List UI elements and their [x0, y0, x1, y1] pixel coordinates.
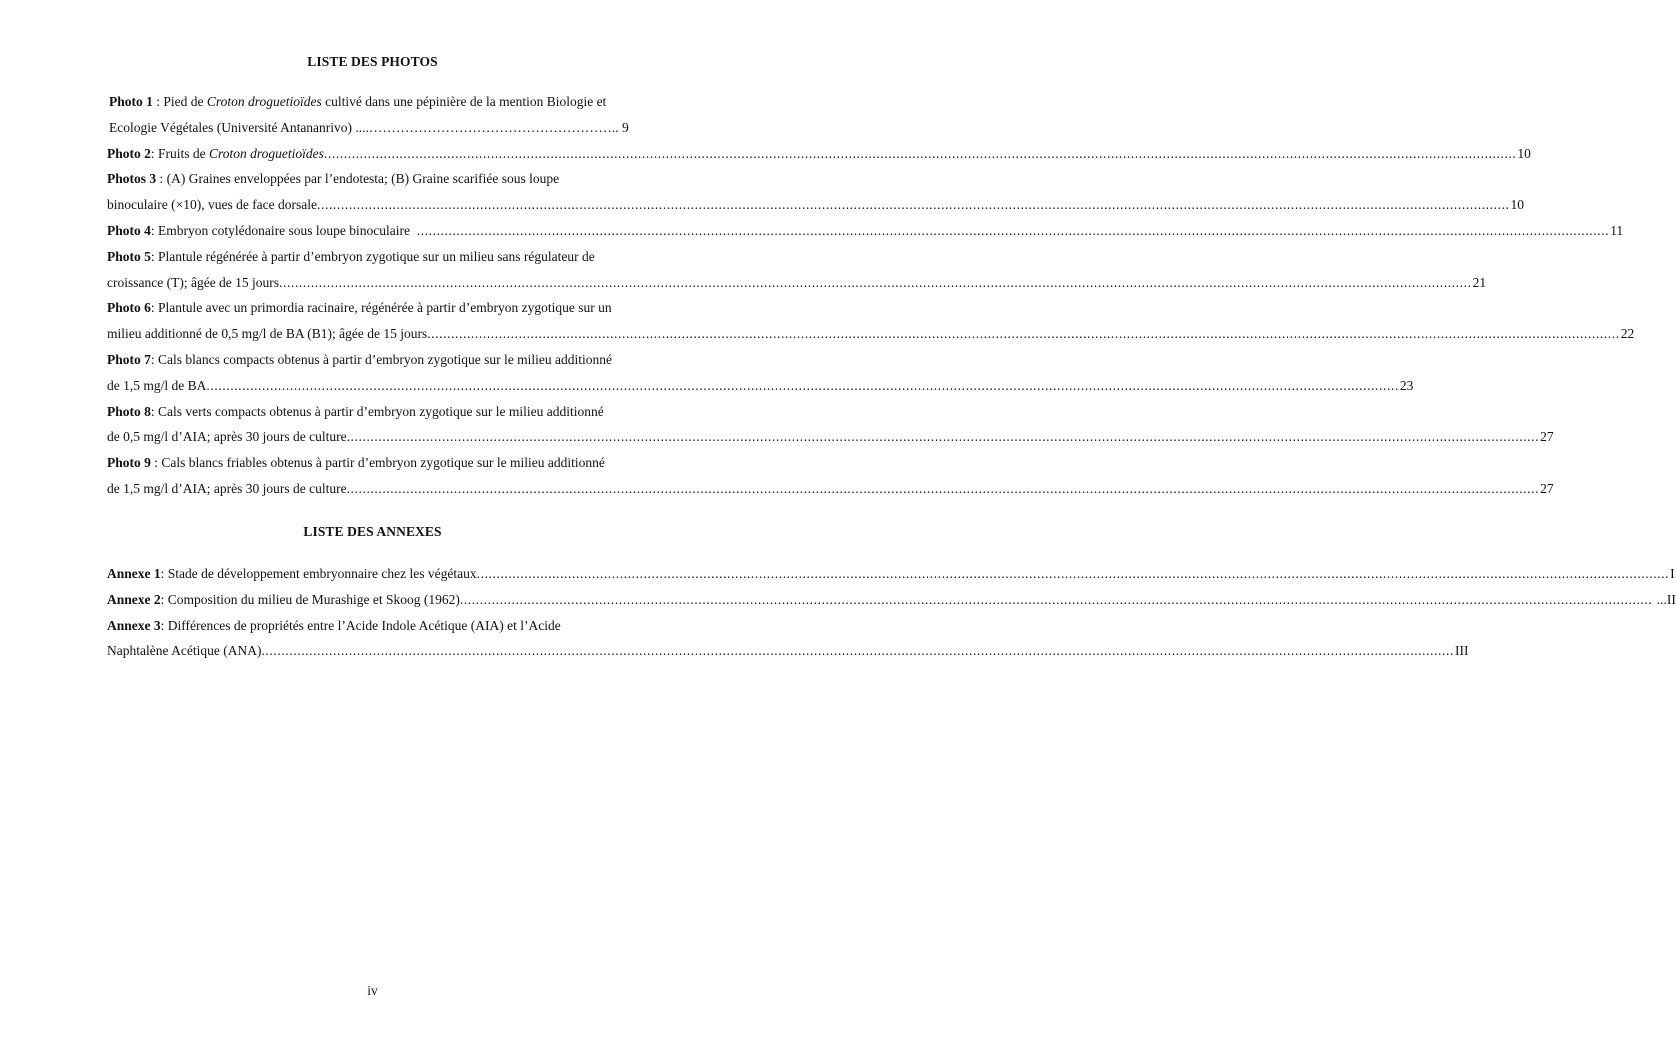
photo-entry-9 — [107, 450, 1554, 502]
entry-text: : Pied de — [152, 94, 207, 109]
entry-label: Photo 2 — [107, 145, 151, 161]
dot-leader: ……………………………………………….. — [368, 119, 619, 135]
photo-entry-1 — [107, 89, 674, 141]
entry-text: binoculaire (×10), vues de face dorsale — [107, 197, 318, 213]
entry-label: Photo 9 — [107, 455, 151, 471]
annexes-list — [107, 561, 1676, 664]
entry-text: : Cals blancs friables obtenus à partir d’embryon zygotique sur le milieu additionné — [150, 455, 605, 471]
entry-text: : Cals verts compacts obtenus à partir d’embryon zygotique sur le milieu additionné — [150, 403, 604, 419]
entry-text: Ecologie Végétales (Université Antananrivo) .... — [109, 119, 369, 135]
entry-text: cultivé dans une pépinière de la mention Biologie et — [321, 94, 607, 109]
entry-text: de 1,5 mg/l de BA — [107, 377, 207, 393]
page-number: III — [1454, 643, 1469, 659]
entry-text: : Différences de propriétés entre l’Acide Indole Acétique (AIA) et l’Acide — [160, 617, 561, 633]
entry-label: Photo 5 — [107, 248, 151, 264]
annex-entry-2 — [107, 587, 1676, 613]
entry-label: Annexe 3 — [107, 617, 161, 633]
page-number: ...II — [1653, 591, 1676, 607]
entry-label: Photo 6 — [107, 300, 151, 316]
entry-text: : Fruits de — [150, 145, 210, 161]
entry-text: de 0,5 mg/l d’AIA; après 30 jours de culture — [107, 429, 347, 445]
entry-text: : Plantule avec un primordia racinaire, régénérée à partir d’embryon zygotique sur un — [150, 300, 612, 316]
page-number: 22 — [1620, 326, 1635, 342]
dot-leader: ............................................................................................................................................................................................................................................................................................................ — [346, 480, 1540, 496]
annex-entry-1 — [107, 561, 1675, 587]
photo-entry-4 — [107, 218, 1624, 244]
entry-text: : Composition du milieu de Murashige et Skoog (1962) — [160, 591, 460, 607]
dot-leader: ............................................................................................................................................................................................................................................................................................................ — [346, 429, 1540, 445]
entry-label: Photo 4 — [107, 222, 151, 238]
photos-heading: LISTE DES PHOTOS — [307, 54, 438, 69]
page-number: 10 — [1510, 197, 1525, 213]
photo-entry-2 — [107, 141, 1531, 167]
entry-label: Photo 8 — [107, 403, 151, 419]
species-name: Croton droguetioïdes — [206, 94, 322, 109]
page-number: 23 — [1399, 377, 1414, 393]
entry-text: : Stade de développement embryonnaire chez les végétaux — [160, 566, 477, 581]
entry-label: Annexe 1 — [107, 566, 161, 581]
entry-label: Annexe 2 — [107, 591, 161, 607]
entry-label: Photos 3 — [107, 171, 157, 187]
page-number: 21 — [1472, 274, 1487, 290]
dot-leader: ............................................................................................................................................................................................................................................................................................................ — [476, 566, 1670, 581]
dot-leader: ............................................................................................................................................................................................................................................................................................................ — [416, 222, 1610, 238]
entry-text: Naphtalène Acétique (ANA) — [107, 643, 262, 659]
dot-leader: ............................................................................................................................................................................................................................................................................................................ — [459, 591, 1653, 607]
dot-leader: ............................................................................................................................................................................................................................................................................................................ — [279, 274, 1472, 290]
dot-leader: ............................................................................................................................................................................................................................................................................................................ — [317, 197, 1510, 213]
annex-entry-3 — [107, 613, 1469, 665]
photo-entry-6 — [107, 295, 1635, 347]
annexes-heading: LISTE DES ANNEXES — [303, 524, 442, 539]
entry-text: : Embryon cotylédonaire sous loupe binoculaire — [150, 222, 417, 238]
photo-entry-8 — [107, 399, 1554, 451]
entry-text: croissance (T); âgée de 15 jours — [107, 274, 280, 290]
dot-leader: ............................................................................................................................................................................................................................................................................................................ — [261, 643, 1454, 659]
dot-leader: ............................................................................................................................................................................................................................................................................................................ — [206, 377, 1399, 393]
entry-text: de 1,5 mg/l d’AIA; après 30 jours de culture — [107, 480, 347, 496]
species-name: Croton droguetioïdes — [209, 145, 324, 161]
entry-text: : Cals blancs compacts obtenus à partir d’embryon zygotique sur le milieu additionné — [150, 351, 613, 367]
entry-label: Photo 7 — [107, 351, 151, 367]
page-footer-number: iv — [367, 983, 378, 998]
photos-list — [107, 89, 1635, 502]
entry-label: Photo 1 — [109, 94, 153, 109]
entry-line — [109, 89, 674, 115]
entry-text: : (A) Graines enveloppées par l’endotesta; (B) Graine scarifiée sous loupe — [156, 171, 560, 187]
photo-entry-7 — [107, 347, 1414, 399]
page-number: 9 — [618, 119, 629, 135]
dot-leader: ............................................................................................................................................................................................................................................................................................................ — [427, 326, 1620, 342]
entry-line — [109, 115, 674, 141]
page-number: 11 — [1610, 222, 1624, 238]
page-number: 27 — [1540, 480, 1554, 496]
dot-leader: ............................................................................................................................................................................................................................................................................................................ — [323, 145, 1517, 161]
photo-entry-5 — [107, 244, 1487, 296]
entry-text: milieu additionné de 0,5 mg/l de BA (B1); âgée de 15 jours — [107, 326, 428, 342]
entry-text: : Plantule régénérée à partir d’embryon zygotique sur un milieu sans régulateur de — [150, 248, 595, 264]
page-number: 27 — [1540, 429, 1554, 445]
photo-entry-3 — [107, 166, 1525, 218]
page-number: 10 — [1517, 145, 1531, 161]
page-number: I — [1670, 566, 1675, 581]
